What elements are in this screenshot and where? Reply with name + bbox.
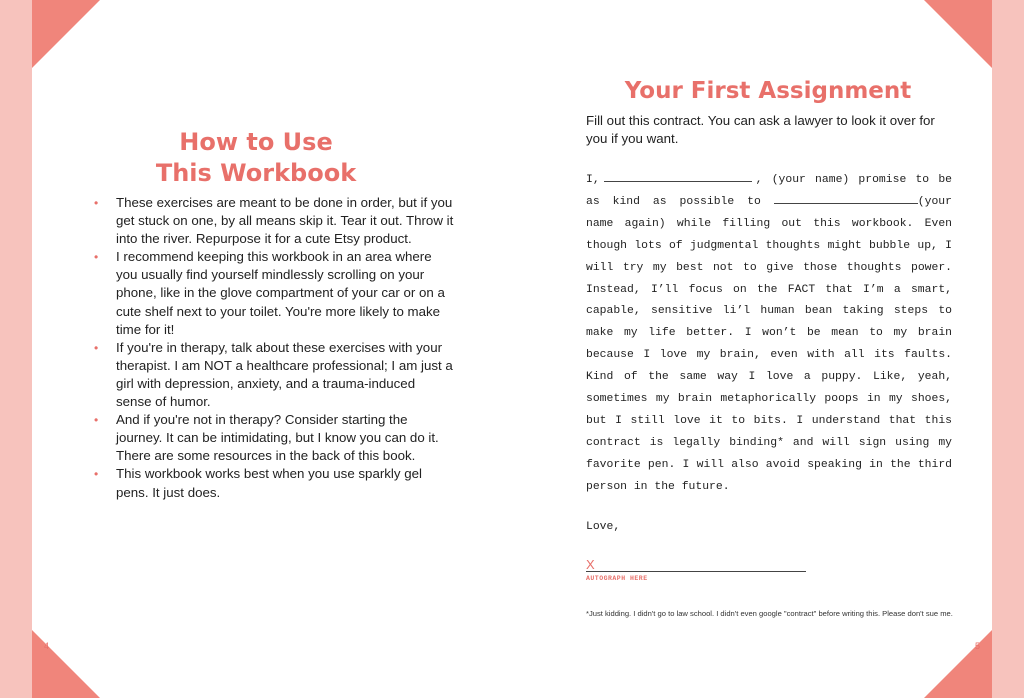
page-number: 5 — [974, 641, 980, 651]
corner-decoration — [924, 630, 992, 698]
title-line-2: This Workbook — [155, 159, 357, 188]
list-item: • This workbook works best when you use sparkly gel pens. It just does. — [114, 465, 454, 501]
contract-part-3: (your name again) while filling out this workbook. Even though lots of judgmental thoughts might bubble up, I will try my best not to give those thoughts power. Instead, I’ll focus on the FACT that I’m a smart, capable, sensitive li’l human bean taking steps to make my life better. I won’t be mean to my brain because I love my brain, even with all its faults. Kind of the same way I love a puppy. Like, yeah, sometimes my brain metaphorically poops in my shoes, but I still love it to bits. I understand that this contract is legally binding* and will sign using my favorite pen. I will also avoid speaking in the third person in the future. — [586, 195, 952, 493]
list-item: • If you're in therapy, talk about these exercises with your therapist. I am NOT a healthcare professional; I am just a girl with depression, anxiety, and a trauma-induced sense of humor. — [114, 339, 454, 411]
left-page — [32, 0, 512, 698]
signature-line[interactable] — [586, 557, 806, 572]
title-line-1: How to Use — [179, 128, 333, 157]
page-number: 4 — [44, 641, 50, 651]
instructions-list — [114, 194, 454, 502]
corner-decoration — [32, 630, 100, 698]
name-blank[interactable] — [604, 170, 752, 182]
contract-part-1: I, — [586, 174, 600, 186]
signature-mark: X — [586, 557, 595, 572]
name-again-blank[interactable] — [774, 192, 918, 204]
contract-part-2: , (your name) promise to be as kind as possible to — [586, 174, 952, 208]
intro-text: Fill out this contract. You can ask a lawyer to look it over for you if you want. — [586, 113, 935, 147]
footnote: *Just kidding. I didn't go to law school. I didn't even google "contract" before writing this. Please don't sue me. — [586, 609, 953, 618]
list-item: • And if you're not in therapy? Consider starting the journey. It can be intimidating, but I know you can do it. There are some resources in the back of this book. — [114, 411, 454, 465]
right-page-title: Your First Assignment — [624, 78, 912, 105]
corner-decoration — [924, 0, 992, 68]
closing: Love, — [586, 521, 621, 533]
left-page-title — [32, 127, 480, 189]
contract-text — [586, 170, 952, 499]
list-item: • I recommend keeping this workbook in an area where you usually find yourself mindlessly scrolling on your phone, like in the glove compartment of your car or on a cute shelf next to your toilet. You're more likely to make time for it! — [114, 248, 454, 338]
right-page — [512, 0, 992, 698]
list-item: • These exercises are meant to be done in order, but if you get stuck on one, by all means skip it. Tear it out. Throw it into the river. Repurpose it for a cute Etsy product. — [114, 194, 454, 248]
signature-label: AUTOGRAPH HERE — [586, 575, 648, 582]
corner-decoration — [32, 0, 100, 68]
